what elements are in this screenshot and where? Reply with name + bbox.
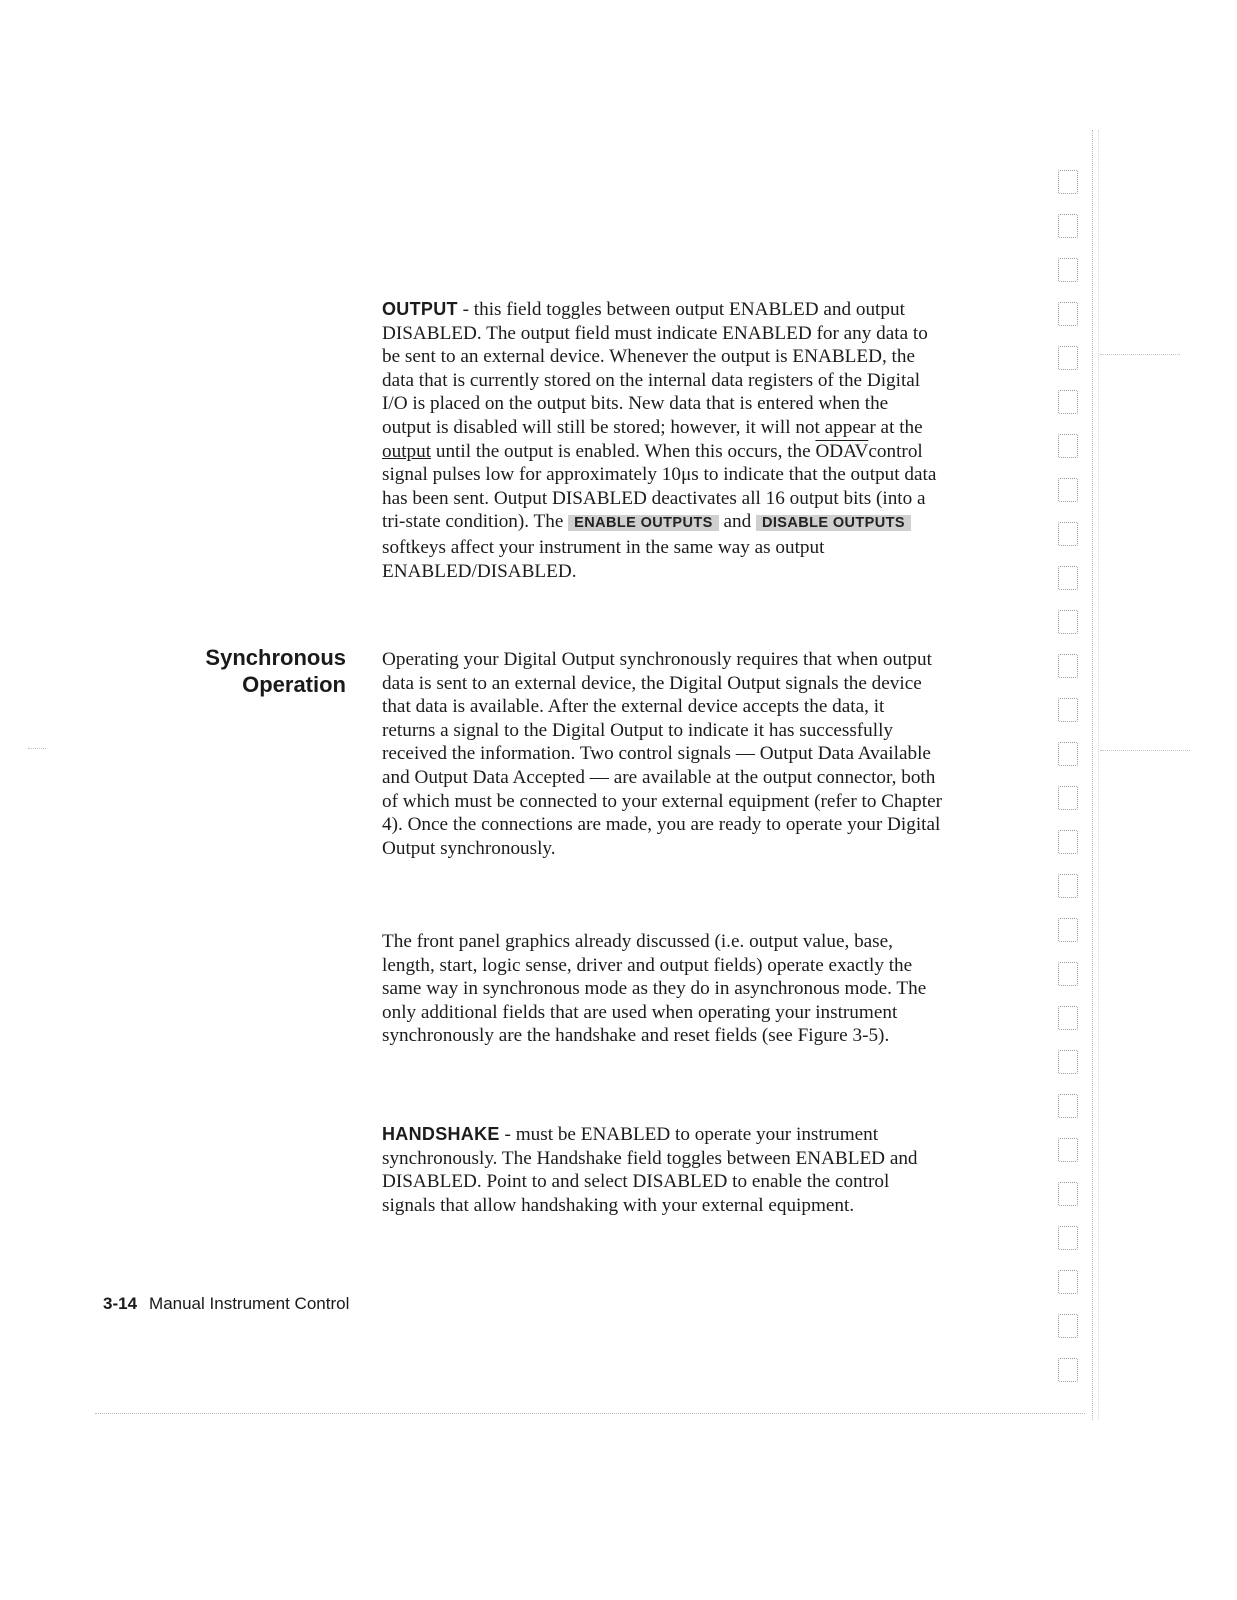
sync-paragraph-1 — [382, 648, 942, 860]
binder-hole — [1058, 434, 1078, 458]
binder-hole — [1058, 1006, 1078, 1030]
sync-paragraph-2 — [382, 930, 942, 1048]
section-heading-line2: Operation — [242, 672, 346, 697]
binder-hole — [1058, 610, 1078, 634]
handshake-term: HANDSHAKE — [382, 1124, 500, 1144]
binder-hole — [1058, 698, 1078, 722]
handshake-sep: - — [499, 1124, 516, 1145]
scan-mark-upper — [1100, 354, 1180, 355]
page-footer — [103, 1294, 349, 1314]
binder-hole — [1058, 214, 1078, 238]
output-text-1: this field toggles between output ENABLED and output DISABLED. The output field must indicate ENABLED for any data to be sent to an external device. Whenever the output is ENABLED, the data that is currently stored on the internal data registers of the Digital I/O is placed on the output bits. New data that is entered when the output is disabled will still be stored; however, it will not appear at the — [382, 299, 928, 438]
binder-hole — [1058, 830, 1078, 854]
binder-hole — [1058, 1182, 1078, 1206]
output-text-2: until the output is enabled. When this occurs, the — [431, 440, 816, 462]
odav-signal: ODAV — [815, 440, 869, 462]
output-text-3: control signal pulses low for approximately 10μs to indicate that the output data has been sent. Output DISABLED deactivates all 16 output bits (into a tri-state condition). The — [382, 440, 937, 533]
binder-hole — [1058, 1226, 1078, 1250]
page-number: 3-14 — [103, 1294, 138, 1313]
binder-hole — [1058, 962, 1078, 986]
output-text-5: softkeys affect your instrument in the same way as output ENABLED/DISABLED. — [382, 536, 825, 582]
output-paragraph — [382, 298, 942, 583]
footer-title: Manual Instrument Control — [149, 1294, 350, 1313]
output-text-4: and — [718, 511, 756, 533]
binder-hole — [1058, 1270, 1078, 1294]
output-underlined-word: output — [382, 440, 432, 462]
binder-hole — [1058, 566, 1078, 590]
binder-hole — [1058, 346, 1078, 370]
binder-hole — [1058, 1094, 1078, 1118]
enable-outputs-softkey: ENABLE OUTPUTS — [568, 515, 719, 531]
binder-hole — [1058, 654, 1078, 678]
binder-hole — [1058, 918, 1078, 942]
disable-outputs-softkey: DISABLE OUTPUTS — [756, 515, 911, 531]
scan-mark-left — [28, 748, 46, 749]
section-heading-line1: Synchronous — [205, 645, 346, 670]
binder-hole — [1058, 1314, 1078, 1338]
binder-hole — [1058, 786, 1078, 810]
section-heading — [150, 644, 346, 698]
binder-hole — [1058, 390, 1078, 414]
sync-paragraph-2-text: The front panel graphics already discussed (i.e. output value, base, length, start, logic sense, driver and output fields) operate exactly the same way in synchronous mode as they do in asynchronous mode. The only additional fields that are used when operating your instrument synchronously are the handshake and reset fields (see Figure 3-5). — [382, 931, 927, 1047]
scan-bottom-edge — [95, 1413, 1085, 1414]
handshake-text: must be ENABLED to operate your instrument synchronously. The Handshake field toggles between ENABLED and DISABLED. Point to and select DISABLED to enable the control signals that allow handshaking with your external equipment. — [382, 1124, 918, 1216]
output-sep: - — [457, 299, 474, 320]
binder-hole — [1058, 302, 1078, 326]
binder-hole — [1058, 170, 1078, 194]
binder-hole — [1058, 522, 1078, 546]
binder-hole — [1058, 742, 1078, 766]
handshake-paragraph — [382, 1123, 942, 1217]
binder-hole — [1058, 258, 1078, 282]
sync-paragraph-1-text: Operating your Digital Output synchronously requires that when output data is sent to an external device, the Digital Output signals the device that data is available. After the external device accepts the data, it returns a signal to the Digital Output to indicate it has successfully received the information. Two control signals — Output Data Available and Output Data Accepted — are available at the output connector, both of which must be connected to your external equipment (refer to Chapter 4). Once the connections are made, you are ready to operate your Digital Output synchronously. — [382, 649, 942, 859]
output-term: OUTPUT — [382, 299, 458, 319]
binder-hole — [1058, 1050, 1078, 1074]
binder-edge — [1092, 130, 1093, 1420]
binder-hole — [1058, 478, 1078, 502]
binder-hole — [1058, 874, 1078, 898]
binder-edge-inner — [1098, 130, 1099, 1420]
binder-hole — [1058, 1138, 1078, 1162]
scan-mark-middle — [1100, 750, 1190, 751]
binder-hole — [1058, 1358, 1078, 1382]
